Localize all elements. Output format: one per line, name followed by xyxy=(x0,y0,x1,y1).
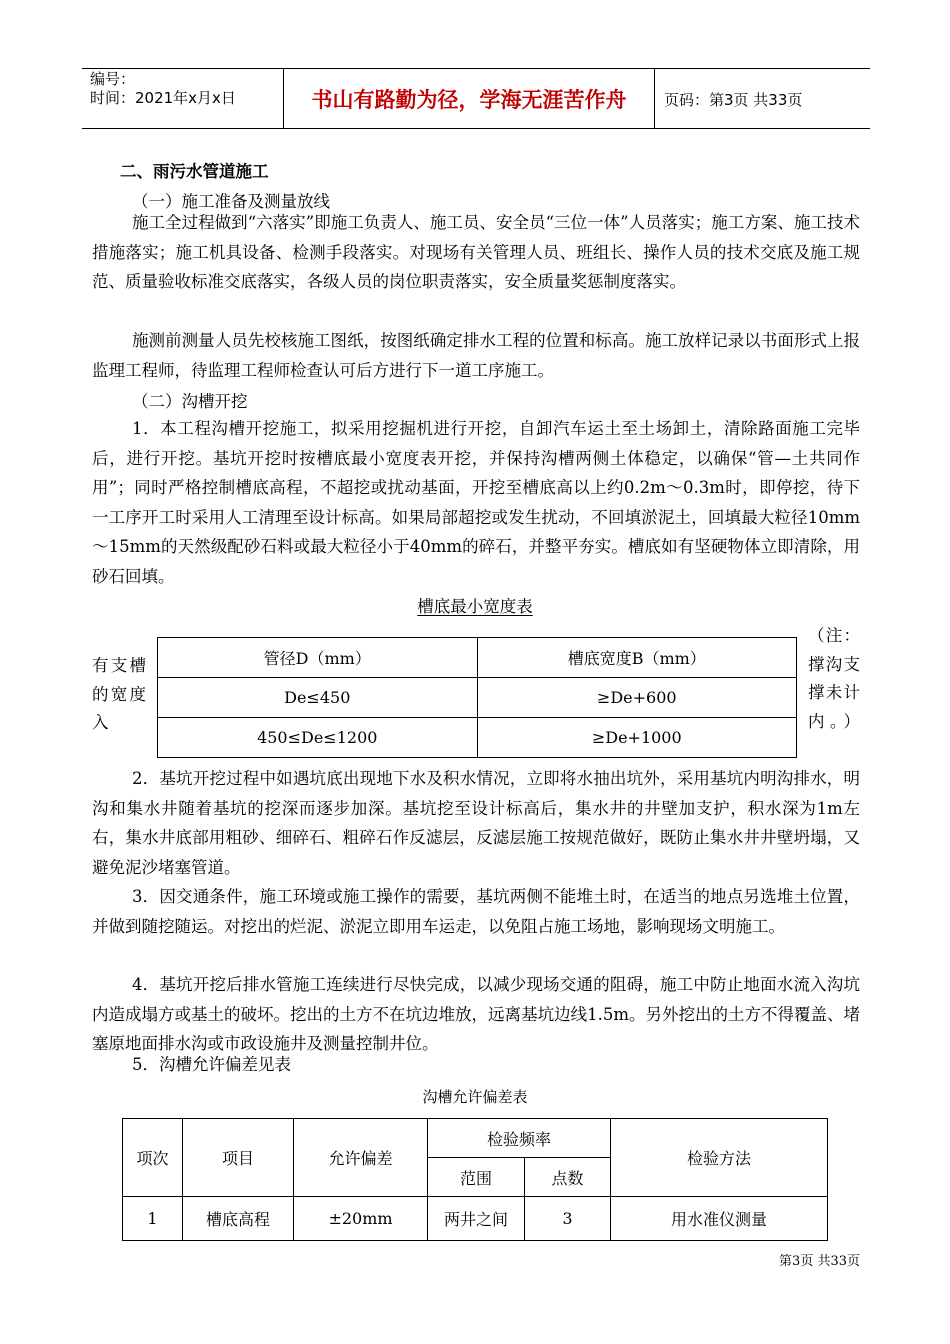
table-cell: 两井之间 xyxy=(428,1197,525,1241)
table-header-cell: 项次 xyxy=(123,1119,183,1197)
table-caption: 沟槽允许偏差表 xyxy=(422,1088,528,1106)
table-header-cell: 允许偏差 xyxy=(294,1119,428,1197)
paragraph: 2．基坑开挖过程中如遇坑底出现地下水及积水情况，立即将水抽出坑外，采用基坑内明沟排水，明沟和集水井随着基坑的挖深而逐步加深。基坑挖至设计标高后，集水井的井壁加支护，积水深为1m左右，集水井底部用粗砂、细碎石、粗碎石作反滤层，反滤层施工按规范做好，既防止集水井井壁坍塌，又避免泥沙堵塞管道。 xyxy=(92,769,860,877)
paragraph: 4．基坑开挖后排水管施工连续进行尽快完成，以减少现场交通的阻碍，施工中防止地面水流入沟坑内造成塌方或基土的破坏。挖出的土方不在坑边堆放，远离基坑边线1.5m。另外挖出的土方不得覆盖、堵塞原地面排水沟或市政设施井及测量控制井位。 xyxy=(92,975,860,1053)
table-header-cell: 项目 xyxy=(183,1119,294,1197)
page-footer: 第3页 共33页 xyxy=(779,1254,860,1269)
table-cell: 用水准仪测量 xyxy=(611,1197,828,1241)
table-header-row xyxy=(158,638,797,678)
subsection-heading: （一）施工准备及测量放线 xyxy=(132,192,330,211)
table-header-cell: 槽底宽度B（mm） xyxy=(477,638,797,678)
subsection-heading: （二）沟槽开挖 xyxy=(132,392,248,411)
section-title: 二、雨污水管道施工 xyxy=(120,162,269,181)
table-header-cell: 点数 xyxy=(525,1158,611,1197)
table-cell: ±20mm xyxy=(294,1197,428,1241)
header-bottom-rule xyxy=(82,128,870,129)
table-caption: 槽底最小宽度表 xyxy=(417,597,533,616)
paragraph: 施测前测量人员先校核施工图纸，按图纸确定排水工程的位置和标高。施工放样记录以书面形式上报监理工程师，待监理工程师检查认可后方进行下一道工序施工。 xyxy=(92,331,860,380)
paragraph: 施工全过程做到“六落实”即施工负责人、施工员、安全员“三位一体”人员落实；施工方案、施工技术措施落实；施工机具设备、检测手段落实。对现场有关管理人员、班组长、操作人员的技术交底及施工规范、质量验收标准交底落实，各级人员的岗位职责落实，安全质量奖惩制度落实。 xyxy=(92,213,860,291)
table-header-cell: 范围 xyxy=(428,1158,525,1197)
table-cell: 3 xyxy=(525,1197,611,1241)
table-header-cell: 检验方法 xyxy=(611,1119,828,1197)
header-motto: 书山有路勤为径，学海无涯苦作舟 xyxy=(311,88,627,112)
min-width-table xyxy=(157,637,797,758)
table-side-note-left: 有支槽的宽度入 xyxy=(92,656,146,732)
paragraph: 5．沟槽允许偏差见表 xyxy=(132,1055,291,1074)
table-row xyxy=(158,718,797,758)
paragraph: 1．本工程沟槽开挖施工，拟采用挖掘机进行开挖，自卸汽车运土至土场卸土，清除路面施工完毕后，进行开挖。基坑开挖时按槽底最小宽度表开挖，并保持沟槽两侧土体稳定，以确保“管—土共同作用”；同时严格控制槽底高程，不超挖或扰动基面，开挖至槽底高以上约0.2m～0.3m时，即停挖，待下一工序开工时采用人工清理至设计标高。如果局部超挖或发生扰动，不回填淤泥土，回填最大粒径10mm～15mm的天然级配砂石料或最大粒径小于40mm的碎石，并整平夯实。槽底如有坚硬物体立即清除，用砂石回填。 xyxy=(92,419,860,586)
table-row xyxy=(123,1197,828,1241)
table-cell: 槽底高程 xyxy=(183,1197,294,1241)
table-cell: De≤450 xyxy=(158,678,478,718)
table-header-cell: 管径D（mm） xyxy=(158,638,478,678)
header-meta xyxy=(90,70,236,108)
table-row xyxy=(158,678,797,718)
table-side-note-right: （注：撑沟支撑未计内。） xyxy=(808,626,860,731)
serial-label: 编号： xyxy=(90,70,136,88)
table-header-row xyxy=(123,1119,828,1158)
paragraph: 3．因交通条件，施工环境或施工操作的需要，基坑两侧不能堆土时，在适当的地点另选堆土位置，并做到随挖随运。对挖出的烂泥、淤泥立即用车运走，以免阻占施工场地，影响现场文明施工。 xyxy=(92,887,860,936)
header-divider xyxy=(654,68,655,129)
header-top-rule xyxy=(82,68,870,69)
table-cell: ≥De+600 xyxy=(477,678,797,718)
table-cell: ≥De+1000 xyxy=(477,718,797,758)
table-cell: 450≤De≤1200 xyxy=(158,718,478,758)
tolerance-table xyxy=(122,1118,828,1241)
table-cell: 1 xyxy=(123,1197,183,1241)
date-label: 时间：2021年x月x日 xyxy=(90,89,236,107)
table-header-cell: 检验频率 xyxy=(428,1119,611,1158)
header-page-info: 页码：第3页 共33页 xyxy=(664,91,803,109)
